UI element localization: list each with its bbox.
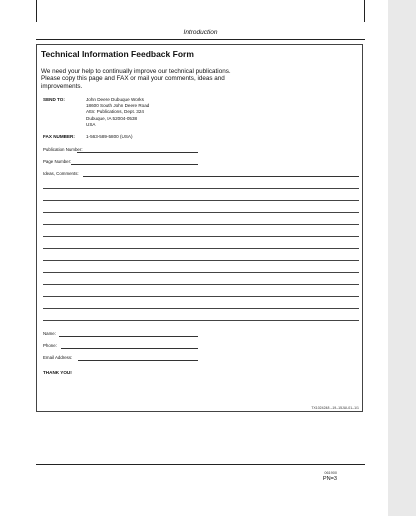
form-intro: We need your help to continually improve our technical publications. Please copy this page and FAX or mail your comments, ideas and improvements. [41, 68, 231, 90]
comments-line[interactable] [43, 284, 359, 285]
comments-line[interactable] [43, 260, 359, 261]
mailing-address [86, 97, 149, 128]
feedback-form [36, 44, 363, 412]
phone-line[interactable] [61, 348, 198, 349]
send-to-label: SEND TO: [43, 97, 65, 102]
address-line: Dubuque, IA 52004-0538 [86, 115, 138, 121]
address-line: USA [86, 121, 96, 127]
page-number-line[interactable] [71, 164, 198, 165]
comments-line[interactable] [43, 296, 359, 297]
comments-line[interactable] [43, 188, 359, 189]
page-number: PN=3 [322, 476, 337, 482]
footer-date: 061900 [324, 471, 337, 475]
comments-line[interactable] [43, 200, 359, 201]
address-line: John Deere Dubuque Works [86, 97, 144, 102]
comments-line[interactable] [43, 308, 359, 309]
address-line: 18600 South John Deere Road [86, 103, 150, 109]
page-number-label: Page Number: [43, 159, 72, 164]
thank-you-text: THANK YOU! [43, 370, 72, 375]
email-label: Email Address: [43, 355, 73, 360]
fax-label: FAX NUMBER: [43, 134, 75, 139]
comments-line[interactable] [43, 320, 359, 321]
ideas-comments-label: Ideas, Comments: [43, 171, 79, 176]
publication-number-line[interactable] [77, 152, 198, 153]
publication-number-label: Publication Number: [43, 147, 83, 152]
left-margin-rule [36, 0, 37, 22]
section-header: Introduction [183, 29, 218, 36]
comments-line[interactable] [43, 212, 359, 213]
right-margin-rule [364, 0, 365, 22]
phone-label: Phone: [43, 343, 57, 348]
header-rule [36, 39, 365, 40]
footer-rule [36, 464, 365, 465]
email-line[interactable] [78, 360, 198, 361]
comments-line[interactable] [43, 248, 359, 249]
address-line: Attn: Publications, Dept. 324 [86, 109, 144, 115]
comments-line[interactable] [43, 272, 359, 273]
comments-line[interactable] [43, 236, 359, 237]
form-code: TX1024248 –19–15JUL01–1/1 [311, 406, 359, 410]
name-label: Name: [43, 331, 56, 336]
comments-line[interactable] [43, 224, 359, 225]
comments-line[interactable] [83, 176, 359, 177]
name-line[interactable] [59, 336, 198, 337]
form-title: Technical Information Feedback Form [41, 49, 194, 59]
fax-number: 1-563-589-5800 (USA) [86, 134, 133, 139]
